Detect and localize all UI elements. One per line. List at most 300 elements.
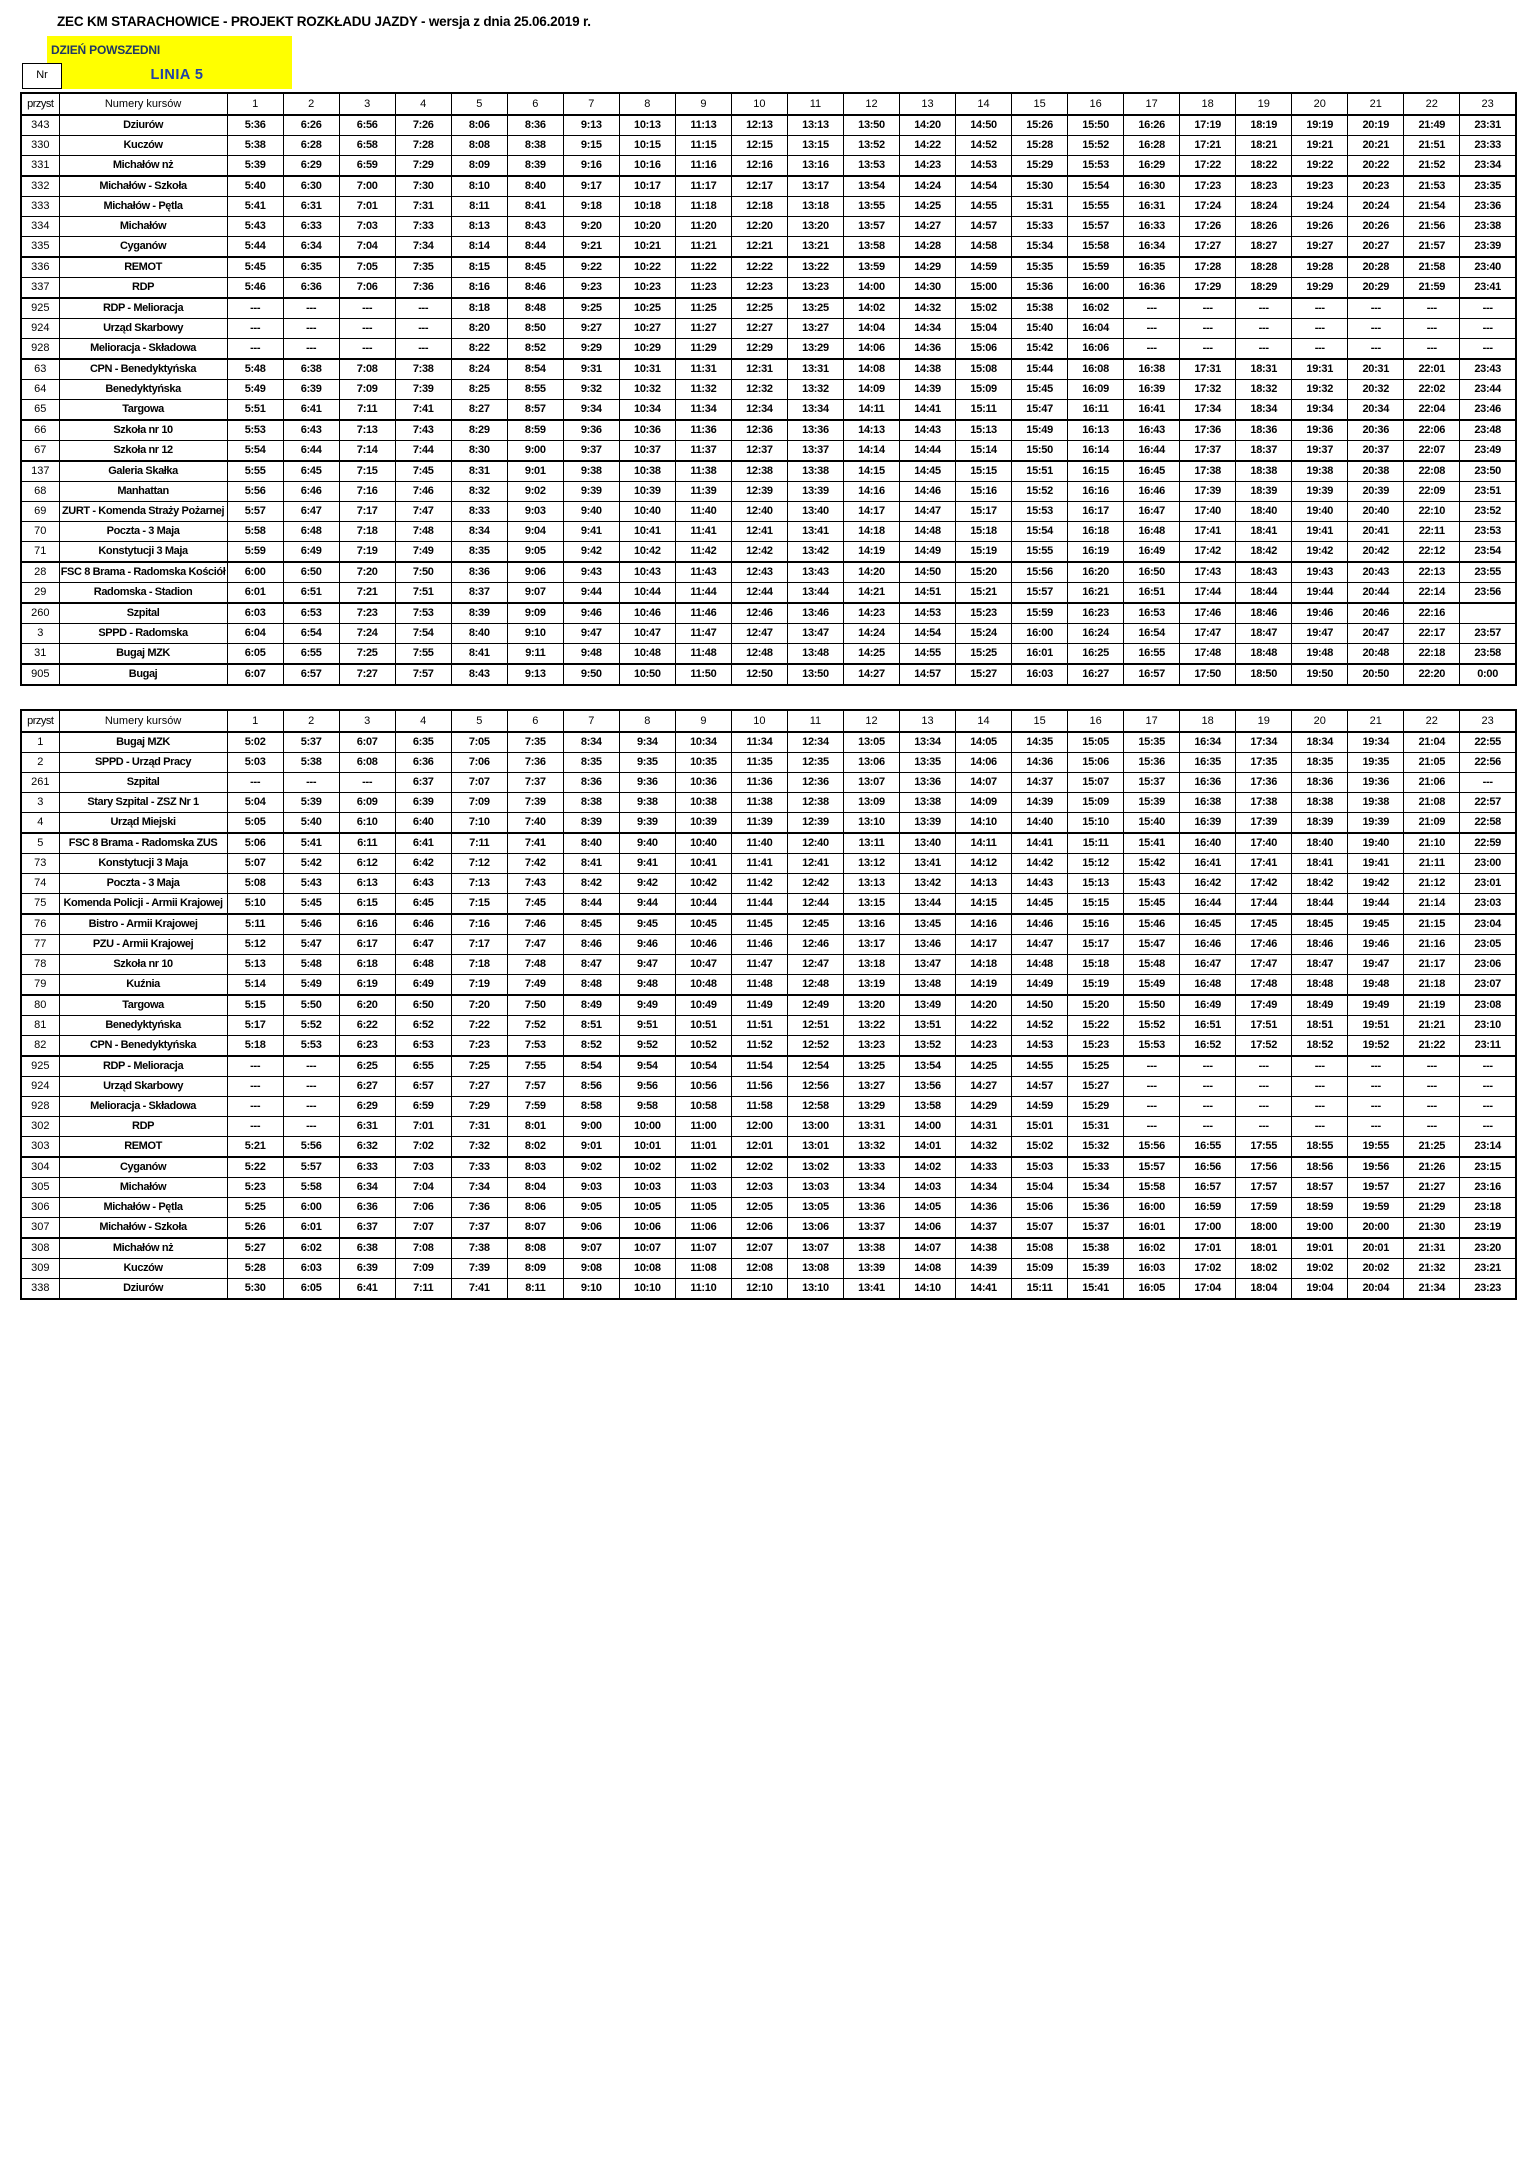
stop-name: Melioracja - Składowa	[59, 339, 227, 360]
departure-time: 11:37	[675, 441, 731, 462]
departure-time: 17:39	[1180, 482, 1236, 502]
departure-time: 16:29	[1124, 156, 1180, 177]
stop-name: Michałów nż	[59, 1238, 227, 1259]
departure-time: 8:44	[507, 237, 563, 258]
departure-time: 15:28	[1012, 136, 1068, 156]
departure-time: 13:32	[843, 1137, 899, 1158]
departure-time: 5:40	[227, 176, 283, 197]
departure-time: 5:43	[227, 217, 283, 237]
departure-time: 14:52	[1012, 1016, 1068, 1036]
departure-time: ---	[227, 773, 283, 793]
course-number-header: 22	[1404, 710, 1460, 732]
departure-time: ---	[1404, 1117, 1460, 1137]
departure-time: 15:23	[956, 603, 1012, 624]
stop-row	[21, 793, 1516, 813]
departure-time: ---	[1236, 1097, 1292, 1117]
departure-time: 17:21	[1180, 136, 1236, 156]
departure-time: 23:35	[1460, 176, 1516, 197]
departure-time: 13:07	[843, 773, 899, 793]
departure-time: 7:36	[451, 1198, 507, 1218]
departure-time: 23:03	[1460, 894, 1516, 915]
departure-time: 15:10	[1068, 813, 1124, 834]
departure-time: 7:55	[395, 644, 451, 665]
departure-time: 17:40	[1236, 833, 1292, 854]
course-number-header: 5	[451, 93, 507, 115]
departure-time: 10:29	[619, 339, 675, 360]
departure-time: 7:48	[395, 522, 451, 542]
departure-time: 6:31	[339, 1117, 395, 1137]
departure-time: ---	[1404, 298, 1460, 319]
departure-time: 13:27	[843, 1077, 899, 1097]
departure-time: 13:33	[843, 1157, 899, 1178]
departure-time: 12:38	[787, 793, 843, 813]
departure-time: 7:53	[395, 603, 451, 624]
departure-time: 11:18	[675, 197, 731, 217]
departure-time: 7:57	[395, 664, 451, 685]
departure-time: 16:06	[1068, 339, 1124, 360]
departure-time: 7:44	[395, 441, 451, 462]
departure-time: 15:06	[956, 339, 1012, 360]
departure-time: 5:51	[227, 400, 283, 421]
departure-time: 7:11	[395, 1279, 451, 1300]
departure-time: ---	[227, 1056, 283, 1077]
departure-time: 6:18	[339, 955, 395, 975]
timetable-direction-1-container	[20, 92, 1517, 686]
departure-time: 15:09	[956, 380, 1012, 400]
departure-time: 9:13	[507, 664, 563, 685]
departure-time: 7:11	[451, 833, 507, 854]
stop-row	[21, 624, 1516, 644]
departure-time: 19:38	[1292, 461, 1348, 482]
departure-time: 6:59	[395, 1097, 451, 1117]
departure-time: 6:20	[339, 995, 395, 1016]
departure-time: 12:46	[731, 603, 787, 624]
departure-time: ---	[1460, 773, 1516, 793]
departure-time: 20:26	[1348, 217, 1404, 237]
departure-time: 14:39	[1012, 793, 1068, 813]
stop-number: 330	[21, 136, 59, 156]
departure-time: 23:49	[1460, 441, 1516, 462]
departure-time: 16:01	[1012, 644, 1068, 665]
departure-time: 8:02	[507, 1137, 563, 1158]
departure-time: 23:10	[1460, 1016, 1516, 1036]
stop-name: Bistro - Armii Krajowej	[59, 914, 227, 935]
departure-time: 23:23	[1460, 1279, 1516, 1300]
departure-time: 8:47	[563, 955, 619, 975]
course-number-header: 3	[339, 710, 395, 732]
departure-time: 23:19	[1460, 1218, 1516, 1239]
departure-time: 8:09	[451, 156, 507, 177]
departure-time: 15:41	[1068, 1279, 1124, 1300]
departure-time: 13:37	[843, 1218, 899, 1239]
departure-time: 15:43	[1124, 874, 1180, 894]
departure-time: 10:27	[619, 319, 675, 339]
departure-time: 8:07	[507, 1218, 563, 1239]
departure-time: 6:42	[395, 854, 451, 874]
departure-time: 23:57	[1460, 624, 1516, 644]
departure-time: 14:50	[1012, 995, 1068, 1016]
departure-time: 19:43	[1292, 562, 1348, 583]
departure-time: 12:06	[731, 1218, 787, 1239]
departure-time: 17:42	[1236, 874, 1292, 894]
departure-time: 16:44	[1180, 894, 1236, 915]
departure-time: 11:29	[675, 339, 731, 360]
departure-time: 12:51	[787, 1016, 843, 1036]
departure-time: 19:48	[1348, 975, 1404, 996]
departure-time: 19:24	[1292, 197, 1348, 217]
departure-time: 17:01	[1180, 1238, 1236, 1259]
departure-time: ---	[283, 1077, 339, 1097]
stop-number: 3	[21, 624, 59, 644]
departure-time: 22:07	[1404, 441, 1460, 462]
stop-name: Urząd Miejski	[59, 813, 227, 834]
departure-time: 10:44	[619, 583, 675, 604]
departure-time: 14:21	[843, 583, 899, 604]
departure-time: 6:56	[339, 115, 395, 136]
departure-time: 13:46	[900, 935, 956, 955]
departure-time: 5:02	[227, 732, 283, 753]
departure-time: 5:45	[283, 894, 339, 915]
departure-time: 5:18	[227, 1036, 283, 1057]
departure-time: 8:45	[563, 914, 619, 935]
departure-time: 12:13	[731, 115, 787, 136]
departure-time: 6:38	[339, 1238, 395, 1259]
departure-time: 15:37	[1124, 773, 1180, 793]
stop-row	[21, 1077, 1516, 1097]
departure-time: 23:48	[1460, 420, 1516, 441]
departure-time: 11:39	[675, 482, 731, 502]
departure-time: 21:11	[1404, 854, 1460, 874]
departure-time: 7:06	[451, 753, 507, 773]
course-number-header: 6	[507, 93, 563, 115]
departure-time: 15:11	[1068, 833, 1124, 854]
departure-time: 7:37	[507, 773, 563, 793]
stop-name: RDP - Melioracja	[59, 1056, 227, 1077]
departure-time: 18:50	[1236, 664, 1292, 685]
stop-column-header: przyst	[21, 710, 59, 732]
departure-time: 15:47	[1124, 935, 1180, 955]
departure-time: ---	[227, 1117, 283, 1137]
departure-time: 14:05	[956, 732, 1012, 753]
departure-time: 19:39	[1348, 813, 1404, 834]
stop-number: 137	[21, 461, 59, 482]
departure-time: 16:28	[1124, 136, 1180, 156]
departure-time: 9:36	[563, 420, 619, 441]
departure-time: 23:51	[1460, 482, 1516, 502]
departure-time: 17:39	[1236, 813, 1292, 834]
departure-time: 5:53	[283, 1036, 339, 1057]
stop-row	[21, 156, 1516, 177]
stop-name: CPN - Benedyktyńska	[59, 359, 227, 380]
departure-time: 7:27	[451, 1077, 507, 1097]
departure-time: 15:06	[1068, 753, 1124, 773]
departure-time: 7:29	[451, 1097, 507, 1117]
departure-time: 9:44	[619, 894, 675, 915]
departure-time: 10:17	[619, 176, 675, 197]
departure-time: 6:36	[283, 278, 339, 299]
departure-time: 17:41	[1180, 522, 1236, 542]
departure-time: ---	[1124, 319, 1180, 339]
departure-time: 21:26	[1404, 1157, 1460, 1178]
departure-time: 8:35	[451, 542, 507, 563]
stop-name: Michałów - Szkoła	[59, 1218, 227, 1239]
stop-number: 302	[21, 1117, 59, 1137]
departure-time: 12:23	[731, 278, 787, 299]
departure-time: 15:50	[1068, 115, 1124, 136]
course-number-header: 9	[675, 93, 731, 115]
departure-time: 19:52	[1348, 1036, 1404, 1057]
departure-time: 8:11	[451, 197, 507, 217]
departure-time: 8:40	[451, 624, 507, 644]
departure-time: 22:13	[1404, 562, 1460, 583]
departure-time: 5:25	[227, 1198, 283, 1218]
departure-time: 11:31	[675, 359, 731, 380]
departure-time: 11:56	[731, 1077, 787, 1097]
departure-time: 8:08	[451, 136, 507, 156]
stop-row	[21, 833, 1516, 854]
departure-time: ---	[1292, 339, 1348, 360]
departure-time: 9:43	[563, 562, 619, 583]
departure-time: 8:27	[451, 400, 507, 421]
departure-time: 17:32	[1180, 380, 1236, 400]
departure-time: ---	[395, 298, 451, 319]
stop-row	[21, 1137, 1516, 1158]
stop-number: 78	[21, 955, 59, 975]
stop-name: Michałów - Pętla	[59, 197, 227, 217]
departure-time: 14:42	[1012, 854, 1068, 874]
departure-time: 15:52	[1012, 482, 1068, 502]
departure-time: 21:14	[1404, 894, 1460, 915]
departure-time: 17:50	[1180, 664, 1236, 685]
departure-time: 6:30	[283, 176, 339, 197]
departure-time: 14:11	[843, 400, 899, 421]
departure-time: 11:20	[675, 217, 731, 237]
departure-time: 7:19	[339, 542, 395, 563]
departure-time: 21:29	[1404, 1198, 1460, 1218]
stop-name: Szkoła nr 12	[59, 441, 227, 462]
departure-time: ---	[1180, 298, 1236, 319]
departure-time: 20:44	[1348, 583, 1404, 604]
departure-time: 19:50	[1292, 664, 1348, 685]
departure-time: 19:38	[1348, 793, 1404, 813]
departure-time: 12:10	[731, 1279, 787, 1300]
departure-time: 15:08	[956, 359, 1012, 380]
departure-time: 21:34	[1404, 1279, 1460, 1300]
departure-time: ---	[1236, 298, 1292, 319]
departure-time: 13:42	[900, 874, 956, 894]
departure-time: 6:54	[283, 624, 339, 644]
departure-time: 5:53	[227, 420, 283, 441]
stop-name: Konstytucji 3 Maja	[59, 542, 227, 563]
departure-time: ---	[1348, 298, 1404, 319]
departure-time: 14:24	[843, 624, 899, 644]
departure-time: 7:35	[395, 257, 451, 278]
departure-time: 5:26	[227, 1218, 283, 1239]
departure-time: 6:01	[283, 1218, 339, 1239]
departure-time: 6:11	[339, 833, 395, 854]
stop-row	[21, 854, 1516, 874]
departure-time: 22:09	[1404, 482, 1460, 502]
stop-row	[21, 197, 1516, 217]
stop-number: 76	[21, 914, 59, 935]
stop-row	[21, 583, 1516, 604]
departure-time: 7:34	[395, 237, 451, 258]
departure-time: 13:54	[843, 176, 899, 197]
departure-time: 12:36	[787, 773, 843, 793]
departure-time: 9:46	[619, 935, 675, 955]
course-number-header: 11	[787, 93, 843, 115]
departure-time: 15:38	[1068, 1238, 1124, 1259]
departure-time: 12:52	[787, 1036, 843, 1057]
departure-time: 14:53	[1012, 1036, 1068, 1057]
departure-time: 13:18	[843, 955, 899, 975]
departure-time: 18:36	[1292, 773, 1348, 793]
stop-number: 64	[21, 380, 59, 400]
stop-number: 67	[21, 441, 59, 462]
stop-row	[21, 1117, 1516, 1137]
departure-time: ---	[339, 298, 395, 319]
departure-time: 7:48	[507, 955, 563, 975]
departure-time: 17:34	[1236, 732, 1292, 753]
departure-time: 18:44	[1292, 894, 1348, 915]
departure-time: 5:05	[227, 813, 283, 834]
departure-time: 6:41	[283, 400, 339, 421]
departure-time: 14:20	[843, 562, 899, 583]
departure-time: 18:43	[1236, 562, 1292, 583]
departure-time: 8:43	[507, 217, 563, 237]
departure-time: 5:46	[283, 914, 339, 935]
departure-time: 15:49	[1012, 420, 1068, 441]
departure-time: 8:11	[507, 1279, 563, 1300]
departure-time: 12:34	[731, 400, 787, 421]
departure-time: 13:50	[843, 115, 899, 136]
departure-time: ---	[1236, 319, 1292, 339]
departure-time: 15:13	[1068, 874, 1124, 894]
departure-time: 10:37	[619, 441, 675, 462]
departure-time: 7:37	[451, 1218, 507, 1239]
departure-time: 16:42	[1180, 874, 1236, 894]
departure-time: ---	[1292, 1097, 1348, 1117]
departure-time: ---	[1236, 339, 1292, 360]
departure-time: ---	[283, 1056, 339, 1077]
departure-time: ---	[1348, 1097, 1404, 1117]
departure-time: 6:46	[395, 914, 451, 935]
course-number-header: 8	[619, 710, 675, 732]
departure-time: 7:38	[395, 359, 451, 380]
departure-time: 22:18	[1404, 644, 1460, 665]
departure-time: 8:34	[563, 732, 619, 753]
departure-time: ---	[1460, 1117, 1516, 1137]
departure-time: 6:08	[339, 753, 395, 773]
departure-time: 8:51	[563, 1016, 619, 1036]
course-number-header: 11	[787, 710, 843, 732]
departure-time: 20:42	[1348, 542, 1404, 563]
departure-time: 22:02	[1404, 380, 1460, 400]
departure-time: ---	[283, 1117, 339, 1137]
departure-time: 19:42	[1348, 874, 1404, 894]
departure-time: 19:49	[1348, 995, 1404, 1016]
departure-time: 11:08	[675, 1259, 731, 1279]
departure-time: 6:16	[339, 914, 395, 935]
departure-time: 7:49	[395, 542, 451, 563]
departure-time: 21:54	[1404, 197, 1460, 217]
departure-time: 9:23	[563, 278, 619, 299]
departure-time: 23:31	[1460, 115, 1516, 136]
departure-time: 12:46	[787, 935, 843, 955]
stop-row	[21, 975, 1516, 996]
departure-time: 12:38	[731, 461, 787, 482]
departure-time: 7:03	[395, 1157, 451, 1178]
departure-time: 6:02	[283, 1238, 339, 1259]
stop-name: Dziurów	[59, 1279, 227, 1300]
departure-time: 15:57	[1012, 583, 1068, 604]
departure-time: 14:54	[956, 176, 1012, 197]
departure-time: 18:26	[1236, 217, 1292, 237]
departure-time: 11:01	[675, 1137, 731, 1158]
departure-time: 7:54	[395, 624, 451, 644]
departure-time: 12:36	[731, 420, 787, 441]
departure-time: 15:53	[1068, 156, 1124, 177]
departure-time: 5:49	[227, 380, 283, 400]
stop-name: FSC 8 Brama - Radomska Kościół	[59, 562, 227, 583]
departure-time: 19:27	[1292, 237, 1348, 258]
course-number-header: 17	[1124, 93, 1180, 115]
departure-time: 16:59	[1180, 1198, 1236, 1218]
departure-time: 15:23	[1068, 1036, 1124, 1057]
departure-time: 6:55	[395, 1056, 451, 1077]
departure-time: 15:36	[1068, 1198, 1124, 1218]
departure-time: 13:57	[843, 217, 899, 237]
departure-time: 21:16	[1404, 935, 1460, 955]
stop-name: Cyganów	[59, 1157, 227, 1178]
departure-time: ---	[1460, 1056, 1516, 1077]
departure-time: 15:18	[1068, 955, 1124, 975]
departure-time: 12:01	[731, 1137, 787, 1158]
departure-time: ---	[1124, 1097, 1180, 1117]
departure-time: 15:41	[1124, 833, 1180, 854]
departure-time: 8:56	[563, 1077, 619, 1097]
departure-time: 18:48	[1236, 644, 1292, 665]
stop-row	[21, 1178, 1516, 1198]
departure-time: 15:39	[1068, 1259, 1124, 1279]
departure-time: 14:03	[900, 1178, 956, 1198]
departure-time: 23:16	[1460, 1178, 1516, 1198]
departure-time: 5:15	[227, 995, 283, 1016]
departure-time: 15:13	[956, 420, 1012, 441]
stop-number: 928	[21, 1097, 59, 1117]
departure-time: 5:23	[227, 1178, 283, 1198]
departure-time: 14:50	[956, 115, 1012, 136]
stop-number: 81	[21, 1016, 59, 1036]
departure-time: 15:20	[1068, 995, 1124, 1016]
departure-time: 22:59	[1460, 833, 1516, 854]
stop-name: Bugaj	[59, 664, 227, 685]
departure-time: 16:09	[1068, 380, 1124, 400]
departure-time: 14:55	[900, 644, 956, 665]
departure-time: 23:56	[1460, 583, 1516, 604]
stop-number: 4	[21, 813, 59, 834]
departure-time: 6:58	[339, 136, 395, 156]
departure-time: 15:50	[1124, 995, 1180, 1016]
departure-time: 15:54	[1068, 176, 1124, 197]
departure-time: 14:41	[956, 1279, 1012, 1300]
departure-time: 16:30	[1124, 176, 1180, 197]
departure-time: 15:55	[1012, 542, 1068, 563]
departure-time: 7:59	[507, 1097, 563, 1117]
course-number-header: 15	[1012, 93, 1068, 115]
departure-time: 16:47	[1180, 955, 1236, 975]
departure-time: 19:45	[1348, 914, 1404, 935]
